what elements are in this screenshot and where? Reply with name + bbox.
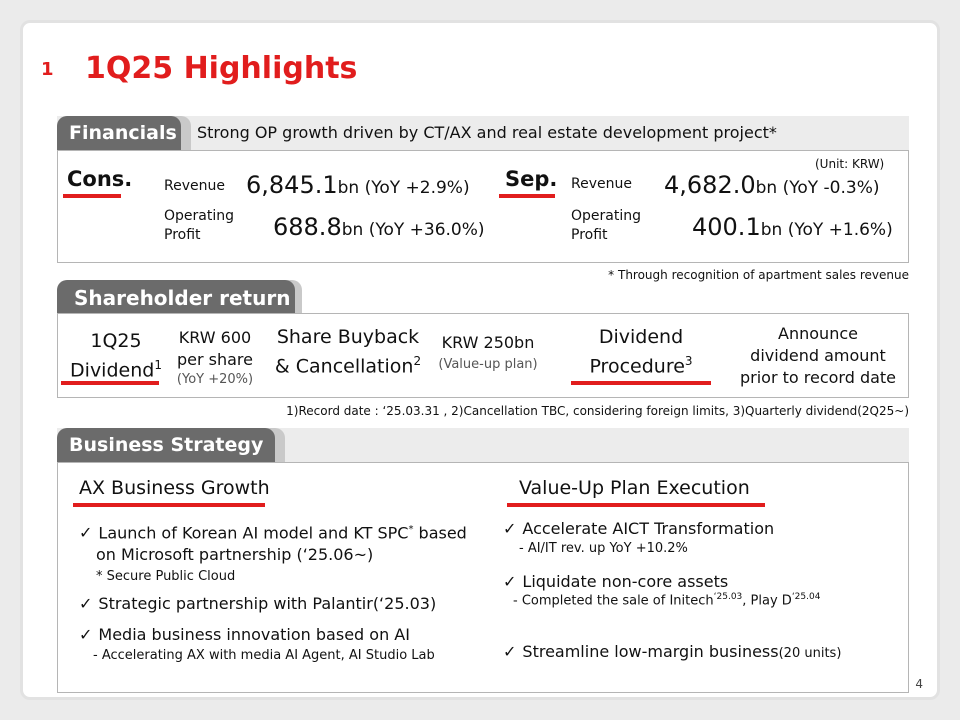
valueup-item-2: ✓ Liquidate non-core assets	[503, 572, 728, 591]
cons-underline	[63, 194, 121, 198]
cons-op-label: Operating Profit	[164, 208, 234, 243]
financials-headline: Strong OP growth driven by CT/AX and real estate development project*	[197, 123, 777, 142]
financials-tab: Financials	[57, 116, 181, 150]
unit-label: (Unit: KRW)	[815, 157, 885, 171]
cons-revenue-suffix: bn (YoY +2.9%)	[337, 178, 470, 198]
valueup-item-2-sub: - Completed the sale of Initech$^{‘25.03}$, Play $D^{‘25.04}$	[513, 592, 821, 609]
page-title: 1Q25 Highlights	[85, 51, 358, 86]
sep-revenue-suffix: bn (YoY -0.3%)	[755, 178, 880, 198]
ax-item-2: ✓ Strategic partnership with Palantir(‘25.03)	[79, 594, 436, 613]
sep-underline	[499, 194, 555, 198]
procedure-underline	[571, 381, 711, 385]
shareholder-footnote: 1)Record date : ‘25.03.31 , 2)Cancellation TBC, considering foreign limits, 3)Quarterly dividend(2Q25~)	[286, 404, 909, 418]
valueup-item-1-sub: - AI/IT rev. up YoY +10.2%	[519, 541, 688, 556]
cons-revenue-label: Revenue	[164, 178, 225, 194]
valueup-heading: Value-Up Plan Execution	[519, 477, 750, 499]
page-number: 4	[915, 677, 923, 691]
cons-op	[273, 213, 485, 241]
sep-label: Sep.	[505, 167, 558, 191]
shareholder-tab: Shareholder return	[57, 280, 295, 314]
dividend-value: KRW 600 per share (YoY +20%)	[176, 328, 254, 387]
cons-op-suffix: bn (YoY +36.0%)	[341, 220, 485, 240]
ax-heading: AX Business Growth	[79, 477, 270, 499]
cons-revenue	[246, 171, 470, 199]
sep-op	[692, 213, 893, 241]
sep-op-label: Operating Profit	[571, 208, 641, 243]
buyback-value: KRW 250bn (Value-up plan)	[438, 333, 538, 372]
buyback-label: Share Buyback & Cancellation$^2$	[274, 326, 422, 378]
dividend-label: 1Q25 Dividend$^1$	[70, 330, 162, 382]
sep-revenue	[664, 171, 879, 199]
section-number: 1	[41, 59, 54, 80]
sep-revenue-value: 4,682.0	[664, 171, 756, 199]
ax-item-1: ✓ Launch of Korean AI model and KT SPC* based on Microsoft partnership (‘25.06~)	[79, 519, 467, 566]
sep-op-suffix: bn (YoY +1.6%)	[760, 220, 893, 240]
ax-item-1-note: * Secure Public Cloud	[96, 569, 236, 584]
strategy-tab: Business Strategy	[57, 428, 275, 462]
ax-underline	[73, 503, 265, 507]
financials-footnote: * Through recognition of apartment sales revenue	[608, 268, 909, 282]
cons-op-value: 688.8	[273, 213, 342, 241]
procedure-value: Announce dividend amount prior to record date	[739, 324, 897, 387]
ax-item-3-sub: - Accelerating AX with media AI Agent, AI Studio Lab	[93, 648, 435, 663]
sep-op-value: 400.1	[692, 213, 761, 241]
cons-revenue-value: 6,845.1	[246, 171, 338, 199]
ax-item-3: ✓ Media business innovation based on AI	[79, 625, 410, 644]
valueup-underline	[507, 503, 765, 507]
dividend-underline	[61, 381, 159, 385]
valueup-item-1: ✓ Accelerate AICT Transformation	[503, 519, 774, 538]
sep-revenue-label: Revenue	[571, 176, 632, 192]
valueup-item-3: ✓ Streamline low-margin business(20 units)	[503, 642, 841, 661]
slide	[20, 20, 940, 700]
procedure-label: Dividend Procedure$^3$	[589, 326, 693, 378]
cons-label: Cons.	[67, 167, 133, 191]
